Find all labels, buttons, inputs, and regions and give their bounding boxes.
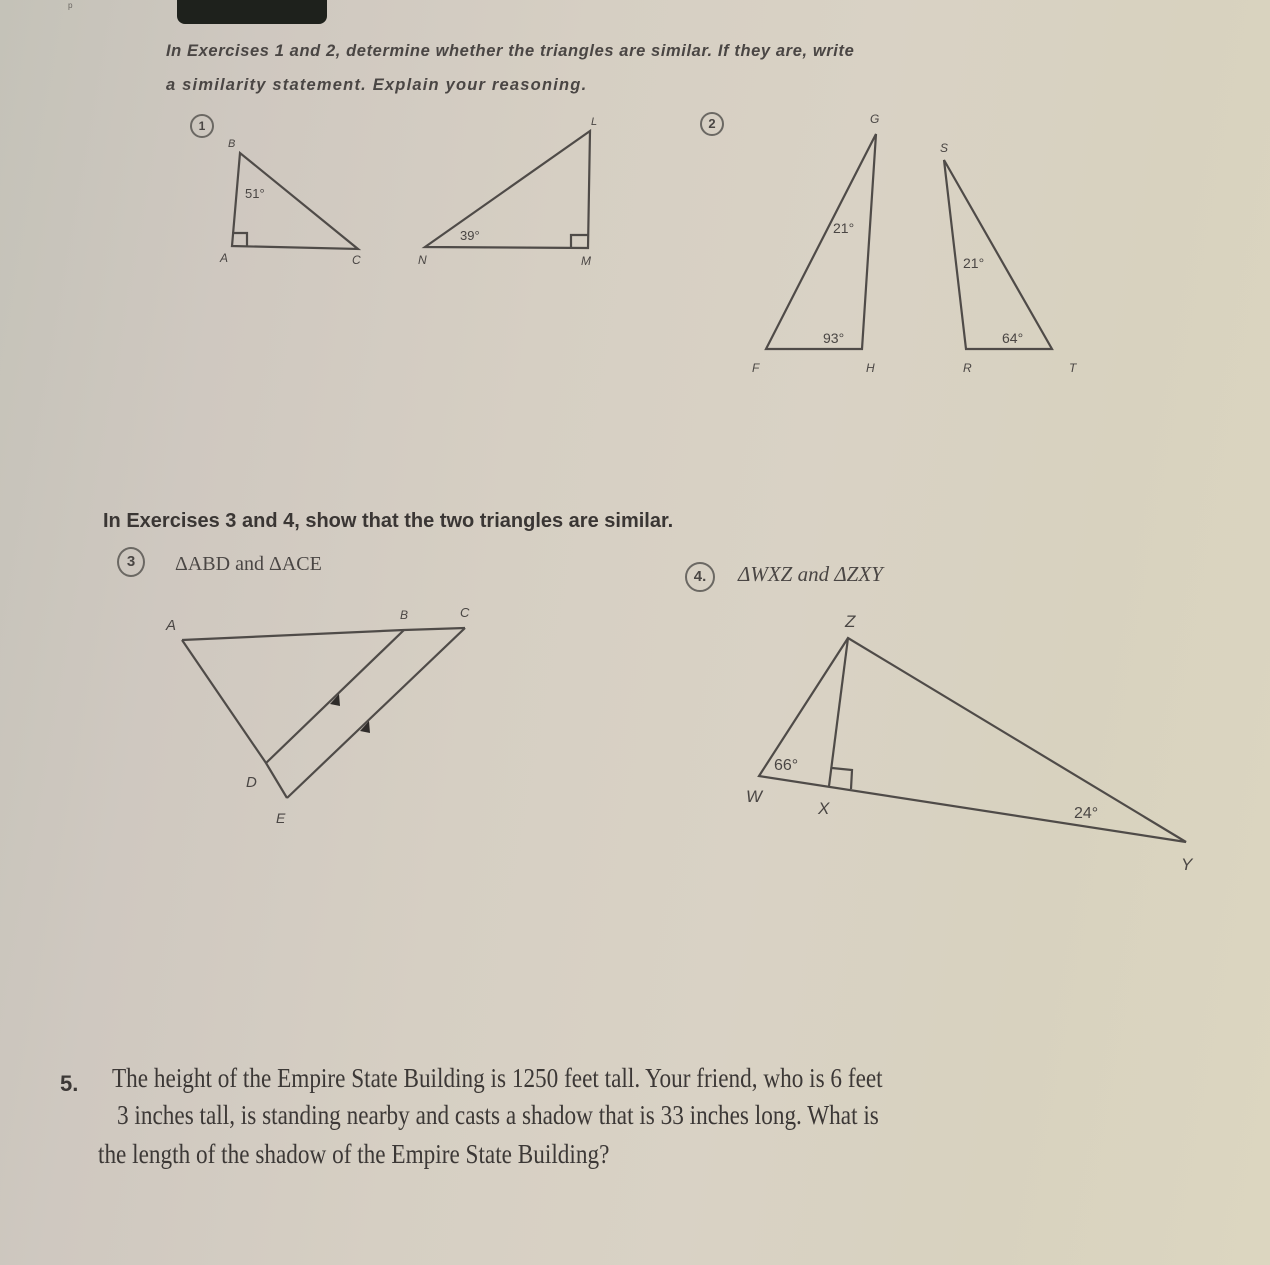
angle-y-value: 24°	[1074, 805, 1099, 822]
exercise-3-number: 3	[117, 547, 145, 577]
label-y: Y	[1181, 855, 1193, 874]
label-m: M	[581, 254, 591, 268]
angle-n-value: 39°	[460, 228, 480, 243]
label-w: W	[746, 787, 763, 806]
instructions-1-2-line1: In Exercises 1 and 2, determine whether the triangles are similar. If they are, write	[166, 42, 855, 60]
exercise-3-prompt: ΔABD and ΔACE	[175, 553, 322, 575]
altitude-zx	[829, 638, 848, 786]
right-angle-x-icon	[832, 768, 852, 789]
angle-b-value: 51°	[245, 186, 265, 201]
label-c: C	[460, 605, 470, 620]
angle-t-value: 64°	[1002, 330, 1024, 346]
exercise-1-number: 1	[190, 114, 214, 138]
label-z: Z	[845, 612, 856, 631]
label-t: T	[1069, 361, 1077, 375]
label-l: L	[591, 116, 598, 128]
label-s: S	[940, 141, 949, 155]
label-r: R	[963, 361, 972, 375]
label-a: A	[166, 617, 177, 634]
instructions-1-2-line2: a similarity statement. Explain your reasoning.	[166, 76, 588, 94]
exercise-2-number: 2	[700, 112, 724, 136]
label-e: E	[276, 810, 286, 826]
problem-5-line-1: The height of the Empire State Building is 1250 feet tall. Your friend, who is 6 feet	[112, 1063, 883, 1093]
label-b: B	[228, 138, 236, 150]
label-d: D	[246, 774, 257, 791]
label-b: B	[400, 608, 409, 622]
problem-5-line-3: the length of the shadow of the Empire State Building?	[98, 1139, 610, 1169]
label-g: G	[870, 112, 880, 126]
label-f: F	[752, 361, 760, 375]
label-a: A	[220, 251, 229, 265]
angle-g-value: 21°	[833, 220, 855, 236]
instructions-3-4: In Exercises 3 and 4, show that the two triangles are similar.	[103, 510, 674, 532]
angle-w-value: 66°	[774, 757, 799, 774]
corner-pen-mark: ᵖ	[68, 0, 73, 14]
angle-s-value: 21°	[963, 255, 985, 271]
exercise-4-number: 4.	[685, 562, 715, 592]
label-c: C	[352, 253, 361, 267]
problem-5-line-2: 3 inches tall, is standing nearby and casts a shadow that is 33 inches long. What is	[117, 1100, 879, 1130]
label-n: N	[418, 253, 427, 267]
label-h: H	[866, 361, 875, 375]
problem-5-number: 5.	[60, 1071, 79, 1096]
exercise-4-prompt: ΔWXZ and ΔZXY	[738, 562, 883, 586]
angle-h-value: 93°	[823, 330, 845, 346]
label-x: X	[818, 799, 830, 818]
